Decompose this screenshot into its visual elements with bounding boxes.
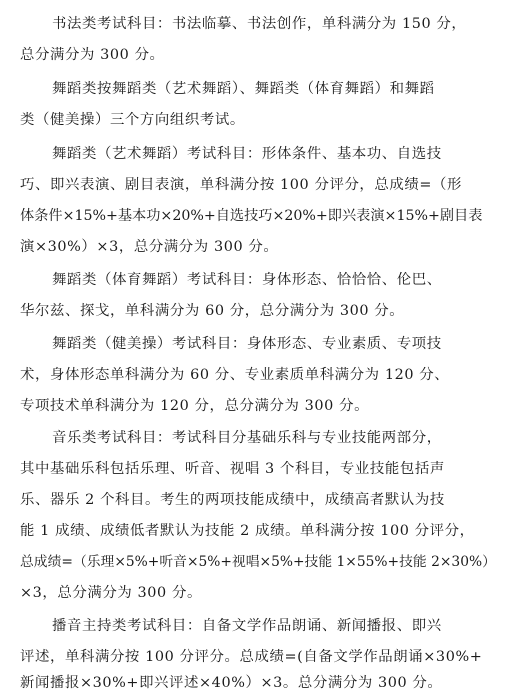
- text-line: 总分满分为 300 分。: [20, 47, 165, 63]
- text-line: 能 1 成绩、成绩低者默认为技能 2 成绩。单科满分按 100 分评分，: [20, 523, 475, 539]
- text-line: 总成绩=（乐理×5%+听音×5%+视唱×5%+技能 1×55%+技能 2×30%）: [20, 554, 496, 570]
- text-line: 体条件×15%+基本功×20%+自选技巧×20%+即兴表演×15%+剧目表: [20, 208, 483, 224]
- text-line: 华尔兹、探戈，单科满分为 60 分，总分满分为 300 分。: [20, 303, 405, 319]
- text-line: 评述，单科满分按 100 分评分。总成绩=(自备文学作品朗诵×30%+: [20, 649, 483, 665]
- text-line: 舞蹈类按舞蹈类（艺术舞蹈）、舞蹈类（体育舞蹈）和舞蹈: [52, 81, 435, 97]
- text-line: 巧、即兴表演、剧目表演，单科满分按 100 分评分，总成绩=（形: [20, 177, 463, 193]
- text-line: 其中基础乐科包括乐理、听音、视唱 3 个科目，专业技能包括声: [20, 461, 445, 477]
- text-line: 乐、器乐 2 个科目。考生的两项技能成绩中，成绩高者默认为技: [20, 492, 445, 508]
- text-line: 专项技术单科满分为 120 分，总分满分为 300 分。: [20, 398, 370, 414]
- text-line: 术，身体形态单科满分为 60 分、专业素质单科满分为 120 分、: [20, 367, 450, 383]
- text-line: 书法类考试科目：书法临摹、书法创作，单科满分为 150 分，: [52, 16, 467, 32]
- text-line: 播音主持类考试科目：自备文学作品朗诵、新闻播报、即兴: [52, 618, 442, 634]
- text-line: 音乐类考试科目：考试科目分基础乐科与专业技能两部分，: [52, 430, 442, 446]
- text-line: 演×30%）×3，总分满分为 300 分。: [20, 239, 279, 255]
- text-line: 舞蹈类（健美操）考试科目：身体形态、专业素质、专项技: [52, 336, 442, 352]
- text-line: ×3，总分满分为 300 分。: [20, 585, 202, 601]
- text-line: 类（健美操）三个方向组织考试。: [20, 112, 245, 128]
- text-line: 舞蹈类（体育舞蹈）考试科目：身体形态、恰恰恰、伦巴、: [52, 272, 442, 288]
- text-line: 新闻播报×30%+即兴评述×40%）×3。总分满分为 300 分。: [20, 675, 443, 691]
- text-line: 舞蹈类（艺术舞蹈）考试科目：形体条件、基本功、自选技: [52, 146, 442, 162]
